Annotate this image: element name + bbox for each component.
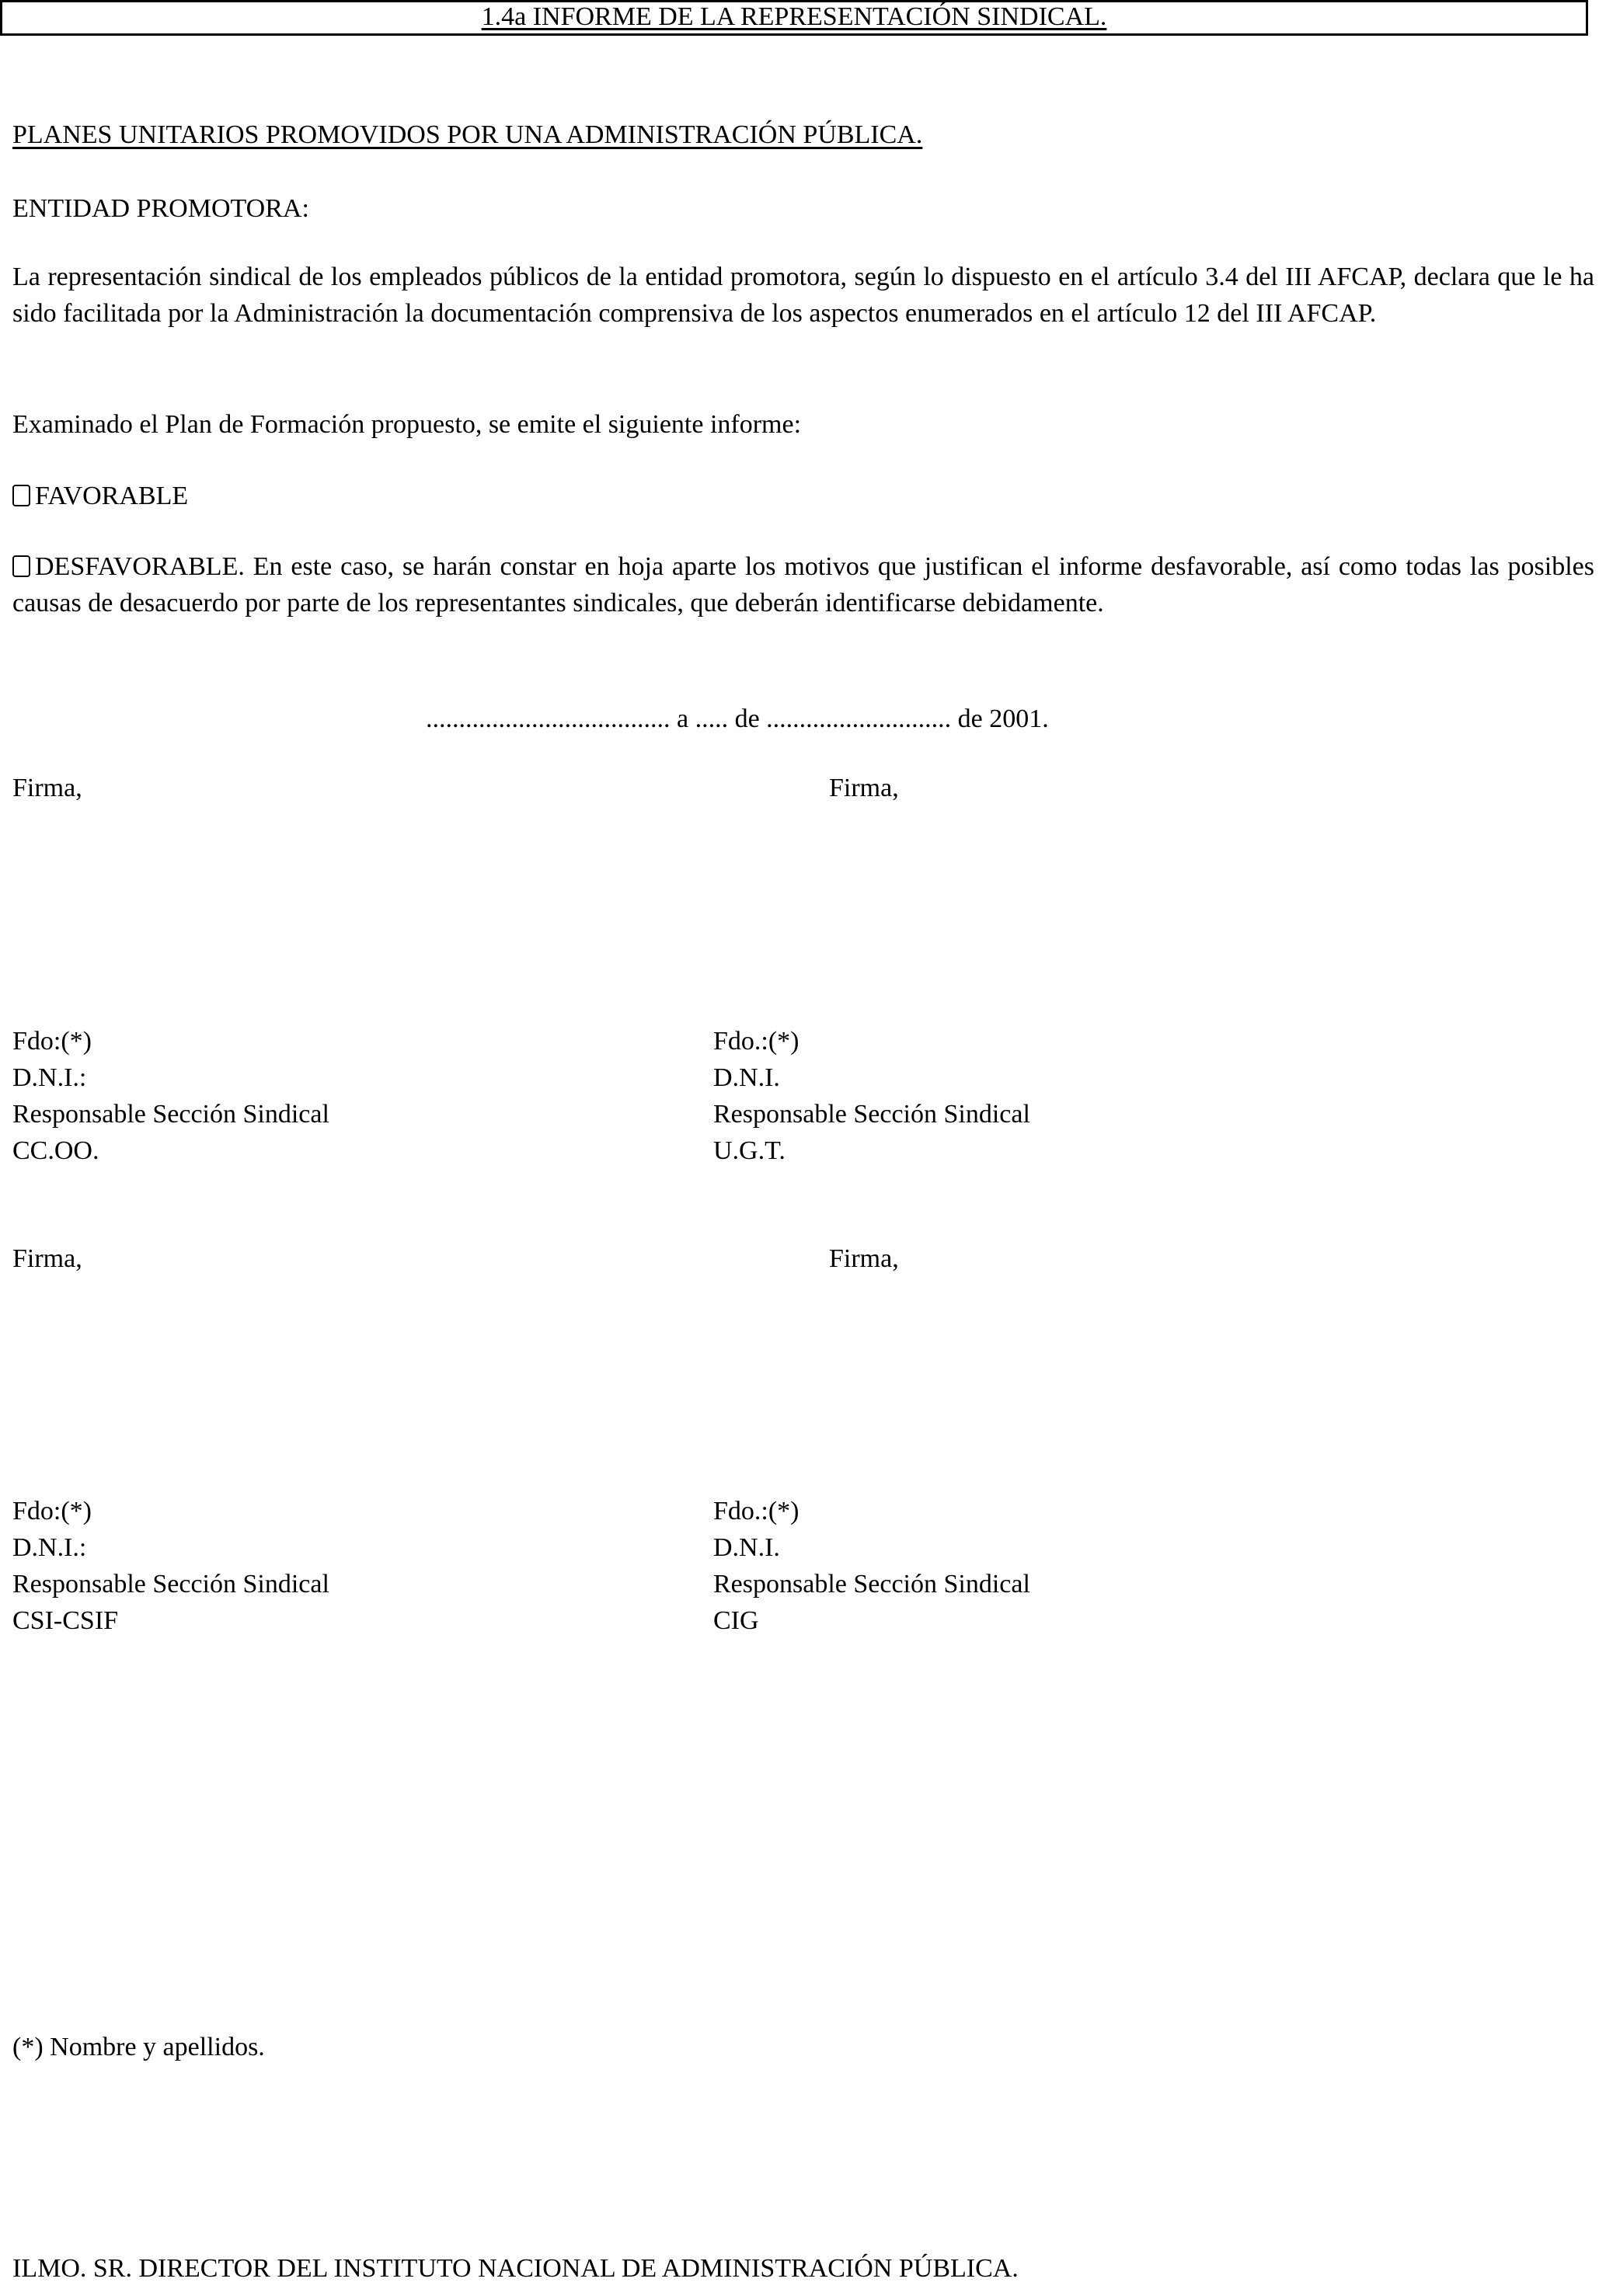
- signature-block-ugt: [713, 1023, 1030, 1169]
- section-heading: PLANES UNITARIOS PROMOVIDOS POR UNA ADMINISTRACIÓN PÚBLICA.: [12, 120, 923, 149]
- signatory-dni: D.N.I.: [713, 1063, 780, 1092]
- signatory-union: CIG: [713, 1606, 759, 1635]
- checkbox-favorable[interactable]: [12, 485, 30, 506]
- checkbox-unfavorable[interactable]: [12, 555, 30, 577]
- signature-block-ccoo: [12, 1023, 329, 1169]
- signature-block-csif: [12, 1493, 329, 1639]
- footnote: (*) Nombre y apellidos.: [12, 2033, 265, 2061]
- document-title: 1.4a INFORME DE LA REPRESENTACIÓN SINDICAL.: [481, 2, 1107, 31]
- signatory-name: Fdo:(*): [12, 1497, 92, 1525]
- signatory-name: Fdo.:(*): [713, 1497, 800, 1525]
- option-unfavorable[interactable]: [12, 548, 1594, 621]
- signatory-dni: D.N.I.: [713, 1533, 780, 1562]
- option-favorable-label: FAVORABLE: [35, 482, 189, 510]
- signatory-dni: D.N.I.:: [12, 1533, 87, 1562]
- signature-label: Firma,: [12, 774, 82, 802]
- entity-label: ENTIDAD PROMOTORA:: [12, 194, 309, 223]
- addressee: ILMO. SR. DIRECTOR DEL INSTITUTO NACIONAL DE ADMINISTRACIÓN PÚBLICA.: [12, 2254, 1019, 2283]
- option-favorable[interactable]: [12, 478, 188, 514]
- declaration-paragraph: La representación sindical de los empleados públicos de la entidad promotora, según lo dispuesto en el artículo 3.4 del III AFCAP, declara que le ha sido facilitada por la Administración la documentación comprensiva de los aspectos enumerados en el artículo 12 del III AFCAP.: [12, 263, 1594, 328]
- signature-label: Firma,: [829, 1244, 899, 1273]
- signature-label: Firma,: [12, 1244, 82, 1273]
- exam-text: Examinado el Plan de Formación propuesto, se emite el siguiente informe:: [12, 410, 802, 439]
- signatory-role: Responsable Sección Sindical: [713, 1570, 1030, 1599]
- signatory-dni: D.N.I.:: [12, 1063, 87, 1092]
- signature-block-cig: [713, 1493, 1030, 1639]
- signatory-role: Responsable Sección Sindical: [12, 1570, 329, 1599]
- date-line: ..................................... a ..... de ............................ de 2001.: [426, 704, 1049, 733]
- signatory-union: CC.OO.: [12, 1136, 99, 1165]
- signatory-union: CSI-CSIF: [12, 1606, 119, 1635]
- signatory-role: Responsable Sección Sindical: [713, 1100, 1030, 1129]
- signatory-name: Fdo.:(*): [713, 1027, 800, 1056]
- signatory-name: Fdo:(*): [12, 1027, 92, 1056]
- signatory-role: Responsable Sección Sindical: [12, 1100, 329, 1129]
- document-header: [0, 0, 1588, 36]
- signatory-union: U.G.T.: [713, 1136, 786, 1165]
- option-unfavorable-label: DESFAVORABLE. En este caso, se harán constar en hoja aparte los motivos que justifican el informe desfavorable, así como todas las posibles causas de desacuerdo por parte de los representantes sindicales, que deberán identificarse debidamente.: [12, 552, 1594, 617]
- signature-label: Firma,: [829, 774, 899, 802]
